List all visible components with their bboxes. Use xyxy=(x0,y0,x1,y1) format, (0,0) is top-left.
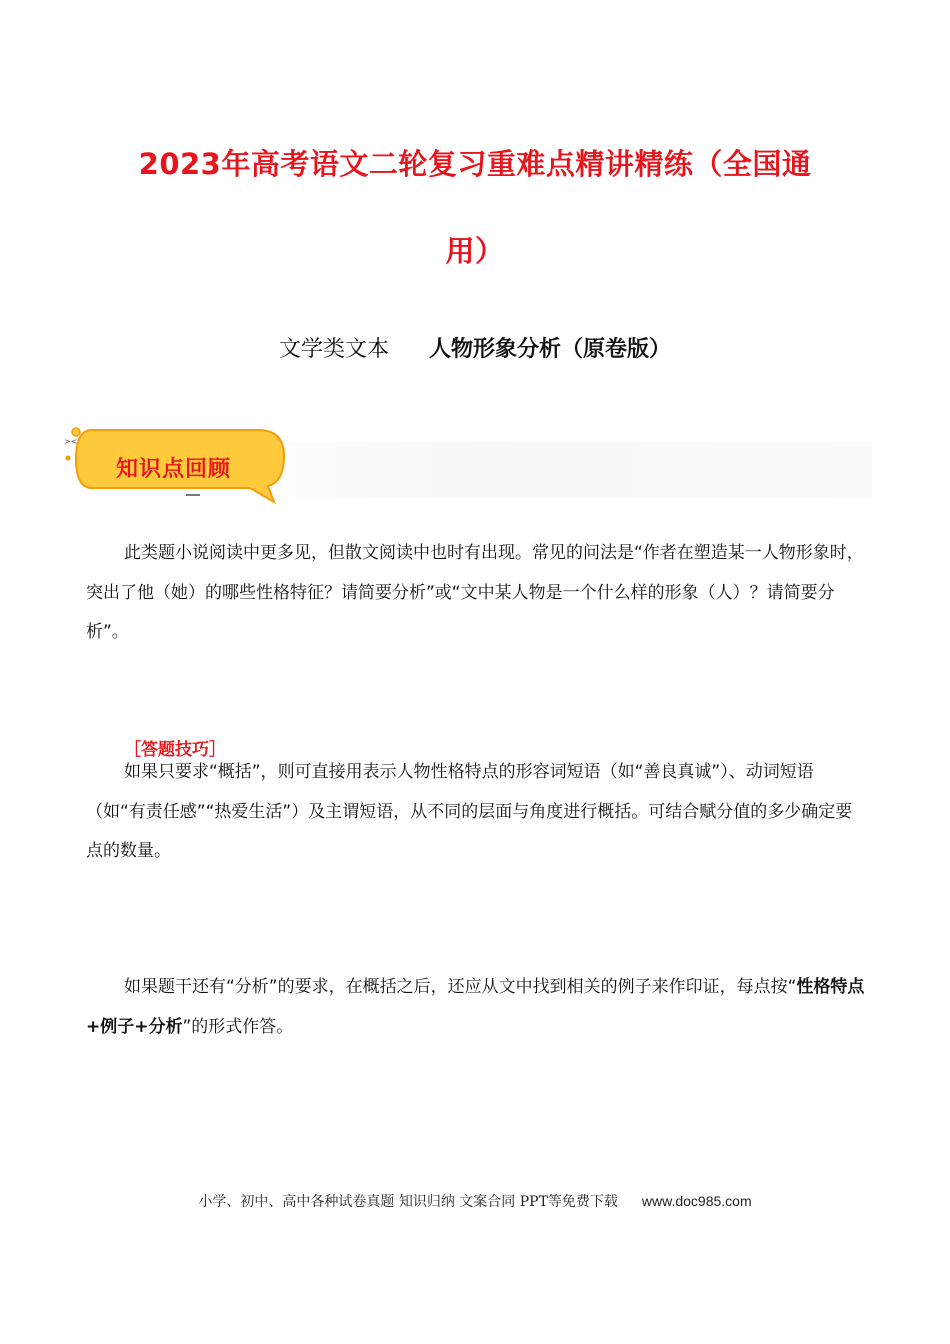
analysis-text-bold: 性格特点+例子+分析 xyxy=(86,977,865,1037)
page-footer xyxy=(0,1191,950,1211)
footer-text: 小学、初中、高中各种试卷真题 知识归纳 文案合同 PPT等免费下载 xyxy=(198,1194,618,1210)
document-subtitle xyxy=(0,332,950,363)
tips-paragraph: 如果只要求“概括”，则可直接用表示人物性格特点的形容词短语（如“善良真诚”）、动词短语（如“有责任感”“热爱生活”）及主谓短语，从不同的层面与角度进行概括。可结合赋分值的多少确定要点的数量。 xyxy=(86,762,853,861)
document-title-line-1: 2023年高考语文二轮复习重难点精讲精练（全国通 xyxy=(138,147,812,181)
document-title-line-2: 用） xyxy=(445,234,505,268)
subtitle-category: 文学类文本 xyxy=(278,337,389,362)
section-header-band xyxy=(220,442,872,498)
intro-paragraph: 此类题小说阅读中更多见，但散文阅读中也时有出现。常见的问法是“作者在塑造某一人物形象时，突出了他（她）的哪些性格特征？请简要分析”或“文中某人物是一个什么样的形象（人）？请简要分析”。 xyxy=(86,543,864,642)
subtitle-topic: 人物形象分析（原卷版） xyxy=(429,337,672,362)
section-badge xyxy=(62,422,292,508)
svg-text:><: >< xyxy=(64,437,78,446)
tips-heading: ［答题技巧］ xyxy=(124,740,226,760)
footer-url[interactable]: www.doc985.com xyxy=(641,1193,752,1209)
analysis-paragraph xyxy=(86,968,866,1047)
analysis-text-before: 如果题干还有“分析”的要求，在概括之后，还应从文中找到相关的例子来作印证，每点按“ xyxy=(124,977,797,997)
analysis-text-after: ”的形式作答。 xyxy=(182,1016,294,1037)
section-badge-label: 知识点回顾 xyxy=(116,457,232,482)
